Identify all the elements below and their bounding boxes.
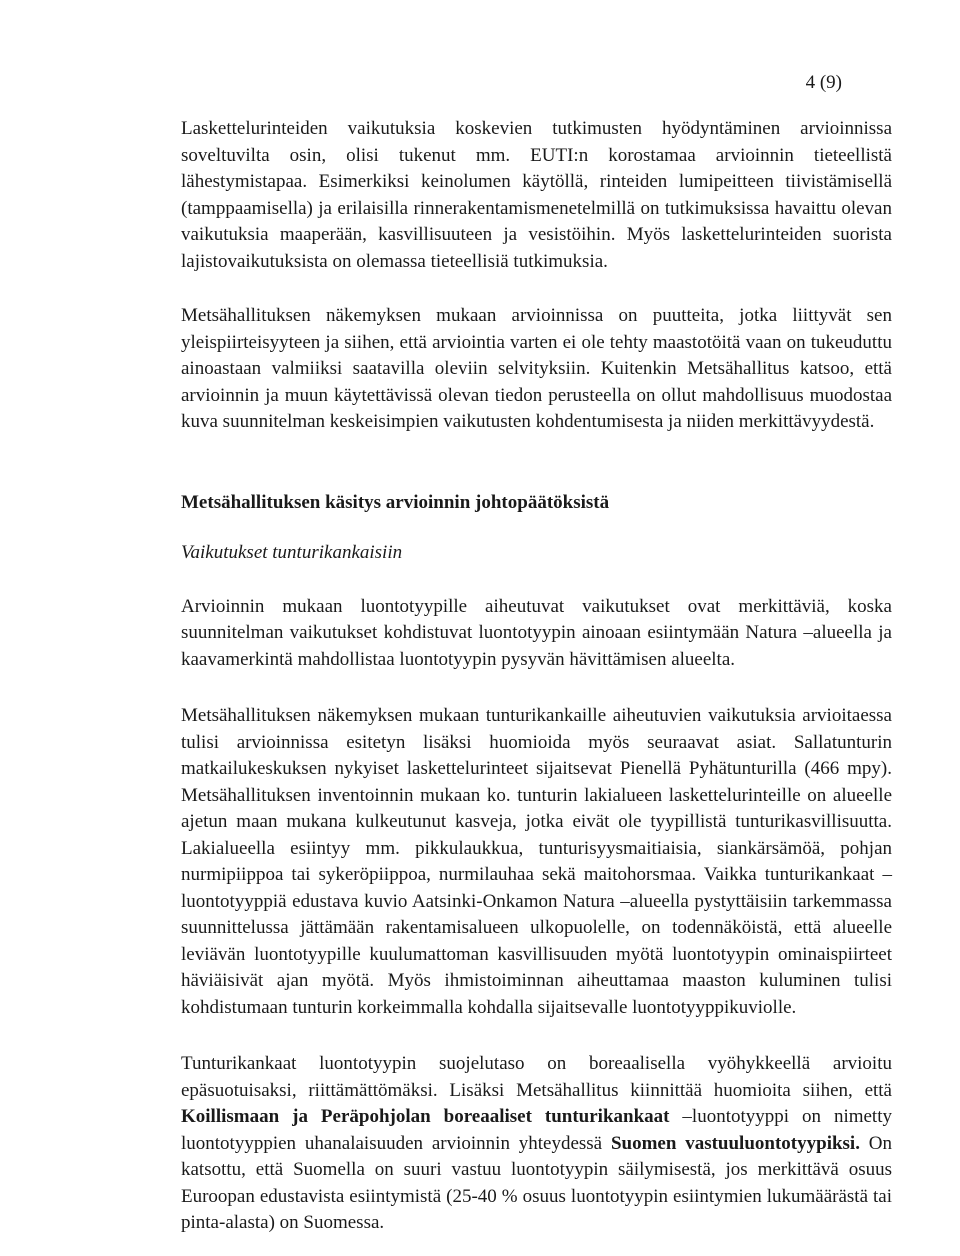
section-subheading: Vaikutukset tunturikankaisiin: [181, 541, 403, 563]
paragraph-assessment-shortcomings: Metsähallituksen näkemyksen mukaan arvioinnissa on puutteita, jotka liittyvät sen yleispiirteisyyteen ja siihen, että arviointia varten ei ole tehty maastotöitä vaan on tukeuduttu ainoastaan valmiiksi saatavilla oleviin selvityksiin. Kuitenkin Metsähallitus katsoo, että arvioinnin ja muun käytettävissä olevan tiedon perusteella on ollut mahdollisuus muodostaa kuva suunnitelman keskeisimpien vaikutusten kohdentumisesta ja niiden merkittävyydestä.: [181, 305, 892, 432]
bold-habitat-name: Koillismaan ja Peräpohjolan boreaaliset tunturikankaat: [181, 1106, 670, 1127]
document-body: [181, 116, 892, 1237]
paragraph-fell-heath-considerations: Metsähallituksen näkemyksen mukaan tunturikankaille aiheutuvien vaikutuksia arvioitaessa tulisi arvioinnissa esitetyn lisäksi huomioida myös seuraavat asiat. Sallatunturin matkailukeskuksen nykyiset laskettelurinteet sijaitsevat Pienellä Pyhätunturilla (466 mpy). Metsähallituksen inventoinnin mukaan ko. tunturin lakialueen laskettelurinteille on alueelle ajetun maan mukana kulkeutunut kasveja, jotka eivät ole tyypillistä tunturikasvillisuutta. Lakialueella esiintyy mm. pikkulaukkua, tunturisyysmaitiaisia, siankärsämöä, pohjan nurmipiippoa tai sykeröpiippoa, nurmilauhaa sekä maitohorsmaa. Vaikka tunturikankaat –luontotyyppiä edustava kuvio Aatsinki-Onkamon Natura –alueella pystyttäisiin tarkemmassa suunnittelussa jättämään rakentamisalueen ulkopuolelle, on todennäköistä, että alueelle leviävän luontotyypille kuulumattoman kasvillisuuden myötä luontotyypin ominaispiirteet häviäisivät ajan myötä. Myös ihmistoiminnan aiheuttamaa maaston kuluminen tulisi kohdistumaan tunturin korkeimmalla kohdalla sijaitsevalle luontotyyppikuviolle.: [181, 705, 892, 1018]
text-segment: On katsottu, että Suomella on suuri vastuu luontotyypin säilymisestä, jos merkittävä osuus Euroopan edustavista esiintymistä (25-40 % osuus luontotyypin esiintymien lukumäärästä tai pinta-alasta) on Suomessa.: [181, 1132, 892, 1233]
bold-responsibility-type: Suomen vastuuluontotyypiksi.: [610, 1132, 860, 1154]
paragraph-impacts-significant: Arvioinnin mukaan luontotyypille aiheutuvat vaikutukset ovat merkittäviä, koska suunnitelman vaikutukset kohdistuvat luontotyypin ainoaan esiintymään Natura –alueella ja kaavamerkintä mahdollistaa luontotyypin pysyvän hävittämisen alueelta.: [181, 595, 892, 670]
section-heading: Metsähallituksen käsitys arvioinnin johtopäätöksistä: [181, 491, 610, 513]
paragraph-conservation-status: [181, 1051, 892, 1237]
text-segment: –luontotyyppi on nimetty luontotyyppien uhanalaisuuden arvioinnin yhteydessä: [181, 1106, 892, 1154]
text-segment: Tunturikankaat luontotyypin suojelutaso on boreaalisella vyöhykkeellä arvioitu epäsuotuisaksi, riittämättömäksi. Lisäksi Metsähallitus kiinnittää huomioita siihen, että: [181, 1053, 892, 1101]
page-number: 4 (9): [805, 72, 842, 93]
paragraph-ski-slope-research: Laskettelurinteiden vaikutuksia koskevien tutkimusten hyödyntäminen arvioinnissa soveltuvilta osin, olisi tukenut mm. EUTI:n korostamaa arvioinnin tieteellistä lähestymistapaa. Esimerkiksi keinolumen käytöllä, rinteiden lumipeitteen tiivistämisellä (tamppaamisella) ja erilaisilla rinnerakentamismenetelmillä on tutkimuksissa havaittu olevan vaikutuksia maaperään, kasvillisuuteen ja vesistöihin. Myös laskettelurinteiden suorista lajistovaikutuksista on olemassa tieteellisiä tutkimuksia.: [181, 118, 892, 272]
